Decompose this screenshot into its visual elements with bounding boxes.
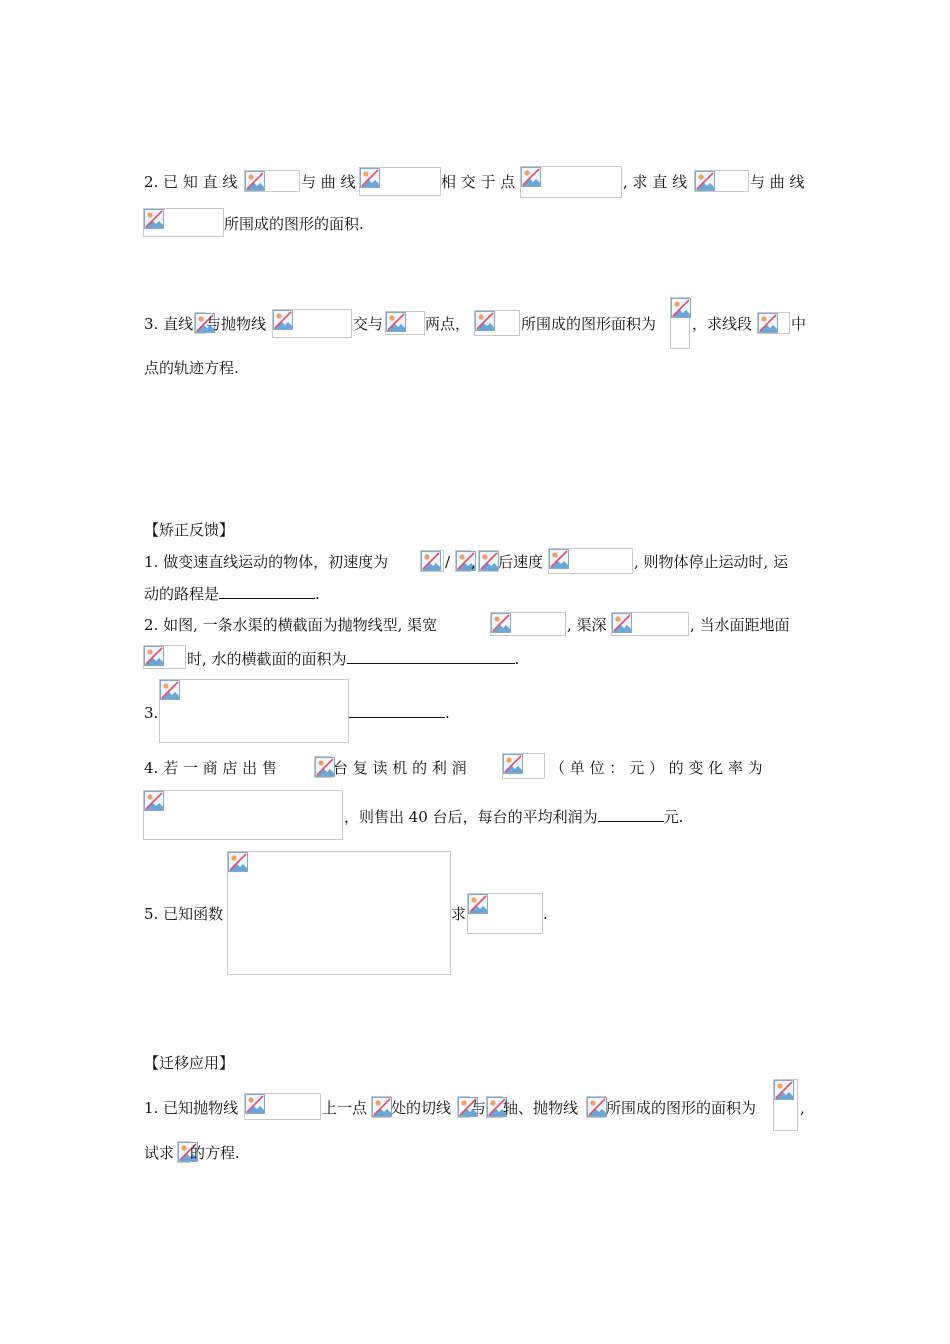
formula-image (455, 550, 471, 572)
j1-text-1: 1. 做变速直线运动的物体，初速度为 (144, 553, 389, 571)
broken-image-icon (758, 313, 778, 333)
j3-text-1: 3. (144, 704, 159, 722)
broken-image-icon (475, 311, 495, 331)
q3-text-4: 两点， (425, 315, 471, 333)
broken-image-icon (612, 613, 632, 633)
answer-blank (349, 703, 445, 718)
formula-image (244, 1093, 321, 1120)
j4-text-1: 4. 若 一 商 店 出 售 (144, 759, 277, 777)
m1-text-1: 1. 已知抛物线 (144, 1099, 239, 1117)
formula-image (143, 790, 343, 840)
q3-text-6: ，求线段 (692, 315, 753, 333)
figure-image (159, 679, 349, 743)
broken-image-icon (315, 757, 335, 777)
broken-image-icon (421, 551, 441, 571)
q2-text-6: 所围成的图形的面积. (224, 215, 364, 233)
formula-image (520, 166, 622, 198)
formula-image (272, 309, 352, 338)
formula-image (143, 208, 224, 237)
m1-text-6: 所围成的图形的面积为 (606, 1099, 757, 1117)
formula-image (420, 550, 444, 572)
formula-image (385, 311, 425, 335)
answer-blank (598, 807, 664, 822)
m1-text-4: 与 (471, 1099, 487, 1117)
j2-text-5: . (514, 650, 520, 668)
q3-text-7: 中 (791, 315, 807, 333)
formula-image (244, 170, 300, 192)
broken-image-icon (144, 209, 164, 229)
broken-image-icon (549, 549, 569, 569)
section-heading-qianyi: 【迁移应用】 (144, 1054, 235, 1072)
q2-text-3: 相 交 于 点 (441, 173, 516, 191)
q2-text-4: , 求 直 线 (623, 173, 688, 191)
formula-image (611, 612, 689, 636)
j5-text-1: 5. 已知函数 (144, 905, 224, 923)
formula-image (177, 1141, 190, 1163)
j1-line2 (144, 584, 320, 604)
j3-line (349, 703, 450, 723)
formula-image (314, 756, 332, 778)
q2-text-1: 2. 已 知 直 线 (144, 173, 238, 191)
formula-image (694, 170, 749, 192)
broken-image-icon (273, 310, 293, 330)
m1-text-2: 上一点 (322, 1099, 368, 1117)
j4-line2 (344, 807, 683, 827)
q3-text-2: 与抛物线 (206, 315, 267, 333)
formula-image (773, 1079, 798, 1131)
broken-image-icon (695, 171, 715, 191)
formula-image (502, 753, 545, 779)
broken-image-icon (491, 613, 511, 633)
j3-text-2: . (445, 704, 450, 722)
m1-text-7: , (800, 1099, 805, 1117)
j1-text-2: / (445, 553, 451, 571)
broken-image-icon (774, 1080, 794, 1100)
formula-image (478, 550, 498, 572)
broken-image-icon (372, 1097, 392, 1117)
broken-image-icon (228, 852, 248, 872)
broken-image-icon (468, 894, 488, 914)
j2-text-3: , 当水面距地面 (690, 616, 790, 634)
broken-image-icon (521, 167, 541, 187)
j2-text-2: , 渠深 (567, 616, 607, 634)
formula-image (227, 851, 451, 975)
section-heading-jiaozheng: 【矫正反馈】 (144, 521, 235, 539)
formula-image (586, 1096, 606, 1118)
formula-image (143, 645, 186, 669)
j1-text-5: , 则物体停止运动时, 运 (634, 553, 789, 571)
m1-text-5: 轴、抛物线 (503, 1099, 579, 1117)
formula-image (194, 312, 206, 334)
formula-image (457, 1096, 470, 1118)
j1-text-4: 后速度 (498, 553, 544, 571)
broken-image-icon (245, 171, 265, 191)
m1-text-9: 的方程. (190, 1144, 240, 1162)
q2-text-5: 与 曲 线 (750, 173, 805, 191)
broken-image-icon (479, 551, 499, 571)
formula-image (467, 893, 543, 934)
formula-image (670, 297, 690, 349)
formula-image (359, 167, 441, 196)
j5-text-2: 求 (451, 905, 467, 923)
broken-image-icon (160, 680, 180, 700)
formula-image (371, 1096, 391, 1118)
broken-image-icon (671, 298, 691, 318)
j4-text-2: 台 复 读 机 的 利 润 (333, 759, 467, 777)
j2-text-4: 时, 水的横截面的面积为 (187, 650, 347, 668)
broken-image-icon (144, 791, 164, 811)
q3-text-8: 点的轨迹方程. (144, 359, 239, 377)
j1-text-6: 动的路程是 (144, 585, 220, 603)
broken-image-icon (503, 754, 523, 774)
formula-image (490, 612, 566, 636)
j1-text-3: , (471, 553, 476, 571)
j4-text-3: （ 单 位 ： 元 ） 的 变 化 率 为 (550, 759, 763, 777)
q3-text-3: 交与 (353, 315, 384, 333)
q3-text-5: 所围成的图形面积为 (521, 315, 657, 333)
answer-blank (219, 584, 315, 599)
broken-image-icon (587, 1097, 607, 1117)
formula-image (486, 1096, 503, 1118)
q2-text-2: 与 曲 线 (301, 173, 356, 191)
j2-text-1: 2. 如图, 一条水渠的横截面为抛物线型, 渠宽 (144, 616, 438, 634)
broken-image-icon (360, 168, 380, 188)
j2-line2 (187, 649, 519, 669)
m1-text-8: 试求 (144, 1144, 175, 1162)
j4-text-5: 元. (663, 808, 684, 826)
m1-text-3: 处的切线 (391, 1099, 452, 1117)
broken-image-icon (386, 312, 406, 332)
j4-text-4: ，则售出 40 台后，每台的平均利润为 (344, 808, 598, 826)
j1-text-7: . (315, 585, 320, 603)
formula-image (474, 310, 520, 336)
broken-image-icon (144, 646, 164, 666)
j5-text-3: . (543, 905, 548, 923)
broken-image-icon (245, 1094, 265, 1114)
answer-blank (347, 649, 515, 664)
formula-image (757, 312, 790, 334)
q3-text-1: 3. 直线 (144, 315, 194, 333)
formula-image (548, 548, 633, 574)
